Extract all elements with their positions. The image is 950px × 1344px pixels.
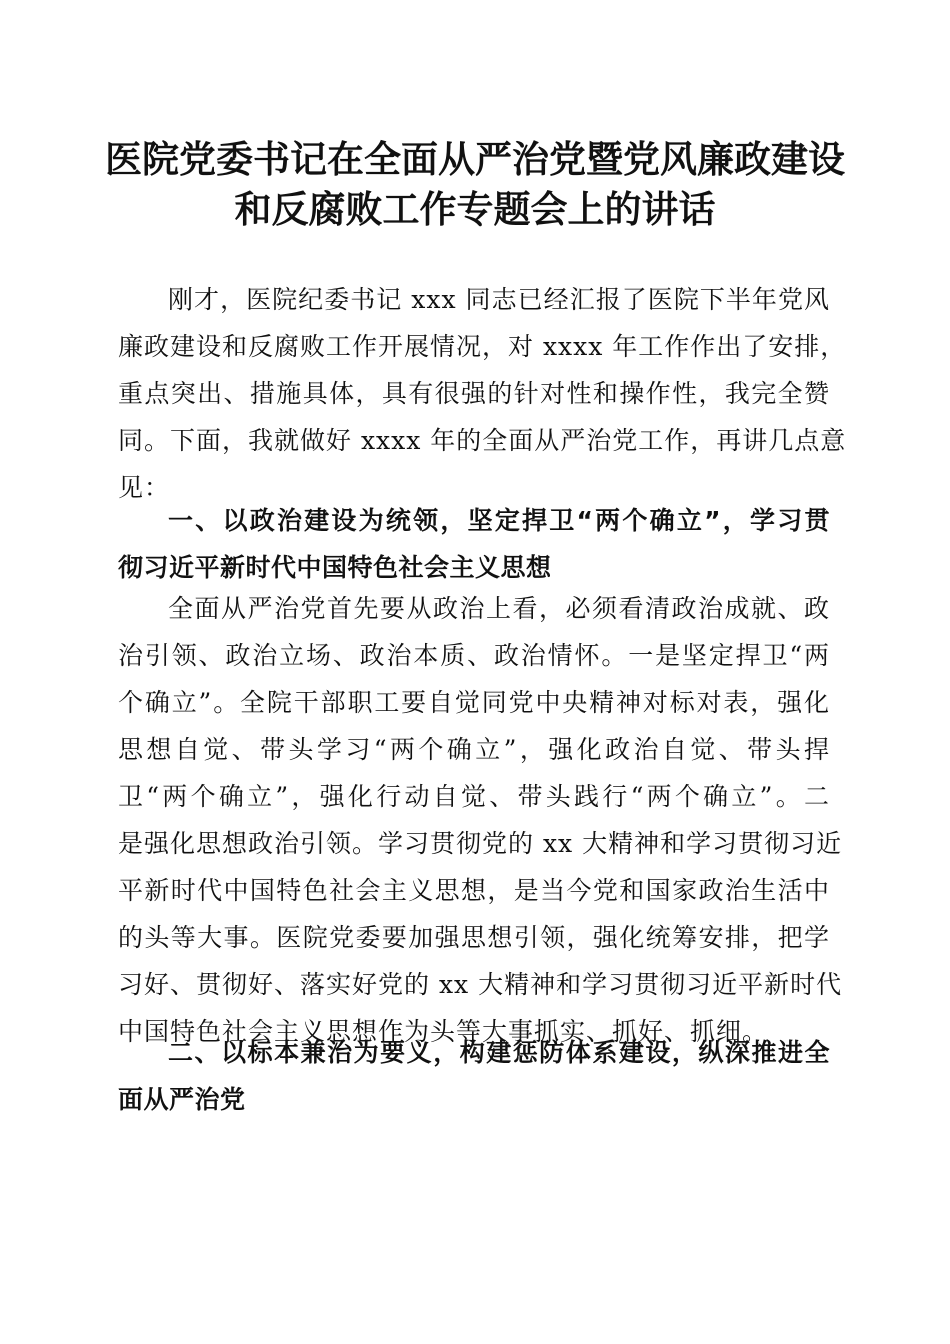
paragraph-line: 治引领、政治立场、政治本质、政治情怀。一是坚定捍卫“两 xyxy=(118,641,830,670)
paragraph-line: 思想自觉、带头学习“两个确立”，强化政治自觉、带头捍 xyxy=(118,735,830,764)
heading-line: 二、以标本兼治为要义，构建惩防体系建设，纵深推进全 xyxy=(168,1038,830,1067)
paragraph-line: 习好、贯彻好、落实好党的 xx 大精神和学习贯彻习近平新时代 xyxy=(118,970,843,999)
paragraph-line: 个确立”。全院干部职工要自觉同党中央精神对标对表，强化 xyxy=(118,688,830,717)
paragraph-line: 同。下面，我就做好 xxxx 年的全面从严治党工作，再讲几点意 xyxy=(118,426,847,455)
document-title-line-2: 和反腐败工作专题会上的讲话 xyxy=(234,187,716,231)
paragraph-line: 廉政建设和反腐败工作开展情况，对 xxxx 年工作作出了安排， xyxy=(118,332,847,361)
paragraph-intro xyxy=(118,276,847,511)
heading-line: 面从严治党 xyxy=(118,1085,246,1114)
paragraph-line: 的头等大事。医院党委要加强思想引领，强化统筹安排，把学 xyxy=(118,923,830,952)
paragraph-line: 全面从严治党首先要从政治上看，必须看清政治成就、政 xyxy=(168,594,830,623)
paragraph-line: 刚才，医院纪委书记 xxx 同志已经汇报了医院下半年党风 xyxy=(168,285,830,314)
paragraph-line: 是强化思想政治引领。学习贯彻党的 xx 大精神和学习贯彻习近 xyxy=(118,829,843,858)
section-heading-1 xyxy=(118,497,830,591)
paragraph-line: 中国特色社会主义思想作为头等大事抓实、抓好、抓细。 xyxy=(118,1017,769,1046)
document-title-line-1: 医院党委书记在全面从严治党暨党风廉政建设 xyxy=(105,137,845,181)
paragraph-line: 重点突出、措施具体，具有很强的针对性和操作性，我完全赞 xyxy=(118,379,830,408)
paragraph-line: 平新时代中国特色社会主义思想，是当今党和国家政治生活中 xyxy=(118,876,830,905)
paragraph-line: 卫“两个确立”，强化行动自觉、带头践行“两个确立”。二 xyxy=(118,782,830,811)
paragraph-section-1 xyxy=(118,585,843,1055)
heading-line: 一、以政治建设为统领，坚定捍卫“两个确立”，学习贯 xyxy=(168,506,830,535)
section-heading-2 xyxy=(118,1029,830,1123)
paragraph-line: 见： xyxy=(118,473,171,502)
heading-line: 彻习近平新时代中国特色社会主义思想 xyxy=(118,553,552,582)
